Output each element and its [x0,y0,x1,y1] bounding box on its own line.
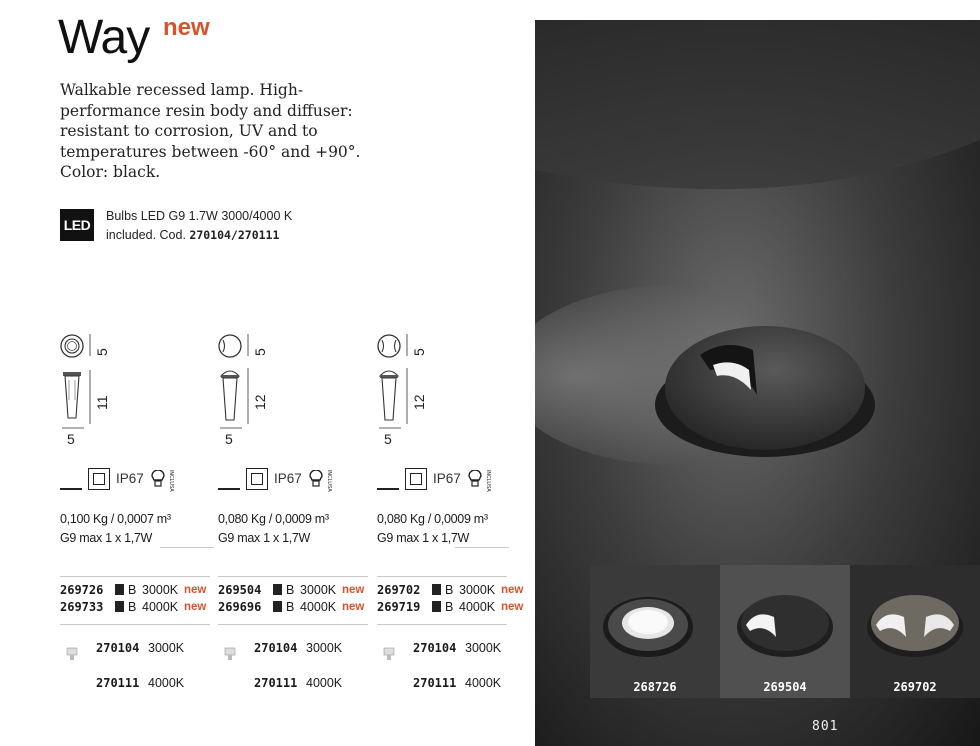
thumb-illustration [590,565,720,698]
dim-height: 12 [252,394,268,410]
thumbnail-269504 [720,565,850,698]
dim-width: 5 [67,431,75,447]
led-icon: LED [60,209,94,241]
class-ii-icon [88,468,110,490]
finish-swatch [273,601,282,612]
included-label: INCLUSA [485,470,491,492]
bulb-code: 270111 [254,676,298,690]
thumb-code: 269504 [763,680,807,694]
product-code: 269696 [218,599,262,614]
bulb-code: 270104 [413,641,457,655]
weight-volume: 0,080 Kg / 0,0009 m³ [218,512,329,526]
color-temp: 3000K [142,582,179,597]
page-number: 801 [812,719,839,734]
ip-rating-row [60,468,210,494]
color-temp: 3000K [300,582,337,597]
variant-column-3 [377,328,535,708]
divider [160,547,214,548]
ip-rating-row [377,468,527,494]
product-description: Walkable recessed lamp. High-performance resin body and diffuser: resistant to corrosion, UV and to temperatures between -60° and +90°. Color: black. [60,81,361,181]
bulb-row [218,639,378,657]
dim-width: 5 [384,431,392,447]
finish-swatch [115,584,124,595]
new-tag: new [501,600,524,613]
dim-top: 5 [411,348,427,356]
product-code: 269702 [377,582,421,597]
new-tag: new [342,583,365,596]
divider [218,624,368,625]
bulb-row [377,674,537,692]
led-note [106,207,292,245]
thumb-code: 268726 [633,680,677,694]
ip-label: IP67 [274,471,302,486]
thumbnail-268726 [590,565,720,698]
product-code: 269733 [60,599,104,614]
thumb-illustration [850,565,980,698]
product-code: 269726 [60,582,104,597]
product-codes [60,581,220,615]
bulb-temp: 3000K [306,641,343,655]
bulb-temp: 3000K [148,641,185,655]
finish-code: B [445,582,454,597]
code-row [218,581,378,598]
finish-thumbnails [590,565,980,698]
new-tag: new [184,600,207,613]
spec-block [377,510,488,548]
weight-volume: 0,080 Kg / 0,0009 m³ [377,512,488,526]
thumbnail-269702 [850,565,980,698]
weight-volume: 0,100 Kg / 0,0007 m³ [60,512,171,526]
finish-swatch [432,601,441,612]
finish-code: B [128,599,137,614]
new-tag: new [184,583,207,596]
bulb-included-icon [467,470,483,488]
bulb-included-icon [308,470,324,488]
color-temp: 4000K [459,599,496,614]
dim-top: 5 [252,348,268,356]
bulb-row [218,674,378,692]
color-temp: 4000K [300,599,337,614]
led-note-code: 270104/270111 [189,228,280,242]
thumb-illustration [720,565,850,698]
led-note-line1: Bulbs LED G9 1.7W 3000/4000 K [106,209,293,223]
ip-rating-row [218,468,368,494]
divider [218,576,368,577]
variant-column-2 [218,328,376,708]
bulb-row [60,639,220,657]
bulb-code: 270111 [96,676,140,690]
code-row [218,598,378,615]
product-code: 269719 [377,599,421,614]
finish-code: B [128,582,137,597]
bulb-code: 270104 [96,641,140,655]
led-note-prefix: included. Cod. [106,228,190,242]
color-temp: 3000K [459,582,496,597]
finish-swatch [273,584,282,595]
dim-width: 5 [225,431,233,447]
new-badge: new [163,14,210,41]
bulb-row [377,639,537,657]
divider [455,547,509,548]
divider [377,624,507,625]
recessed-icon [377,488,399,490]
finish-code: B [286,599,295,614]
code-row [377,598,537,615]
bulb-spec: G9 max 1 x 1,7W [377,531,470,545]
bulb-spec: G9 max 1 x 1,7W [218,531,311,545]
dim-top: 5 [94,348,110,356]
product-code: 269504 [218,582,262,597]
bulb-code: 270104 [254,641,298,655]
finish-code: B [286,582,295,597]
included-label: INCLUSA [168,470,174,492]
lamp-technical-drawing [60,328,120,438]
code-row [377,581,537,598]
bulb-temp: 4000K [306,676,343,690]
led-note-line2 [106,226,292,245]
bulb-temp: 3000K [465,641,502,655]
new-tag: new [342,600,365,613]
recessed-icon [60,488,82,490]
lamp-technical-drawing [377,328,437,438]
finish-swatch [432,584,441,595]
finish-code: B [445,599,454,614]
divider [60,576,210,577]
spec-block [218,510,329,548]
finish-swatch [115,601,124,612]
class-ii-icon [405,468,427,490]
code-row [60,598,220,615]
divider [60,624,210,625]
bulb-code: 270111 [413,676,457,690]
divider [377,576,507,577]
dim-height: 11 [94,395,110,410]
product-title: Way [58,11,150,64]
dim-height: 12 [411,394,427,410]
bulb-spec: G9 max 1 x 1,7W [60,531,153,545]
ip-label: IP67 [433,471,461,486]
included-label: INCLUSA [326,470,332,492]
bulb-temp: 4000K [148,676,185,690]
bulb-temp: 4000K [465,676,502,690]
product-codes [377,581,537,615]
recessed-icon [218,488,240,490]
product-codes [218,581,378,615]
ip-label: IP67 [116,471,144,486]
class-ii-icon [246,468,268,490]
spec-block [60,510,171,548]
bulb-included-icon [150,470,166,488]
thumb-code: 269702 [893,680,937,694]
code-row [60,581,220,598]
variant-column-1 [60,328,218,708]
color-temp: 4000K [142,599,179,614]
bulb-row [60,674,220,692]
new-tag: new [501,583,524,596]
lamp-technical-drawing [218,328,278,438]
